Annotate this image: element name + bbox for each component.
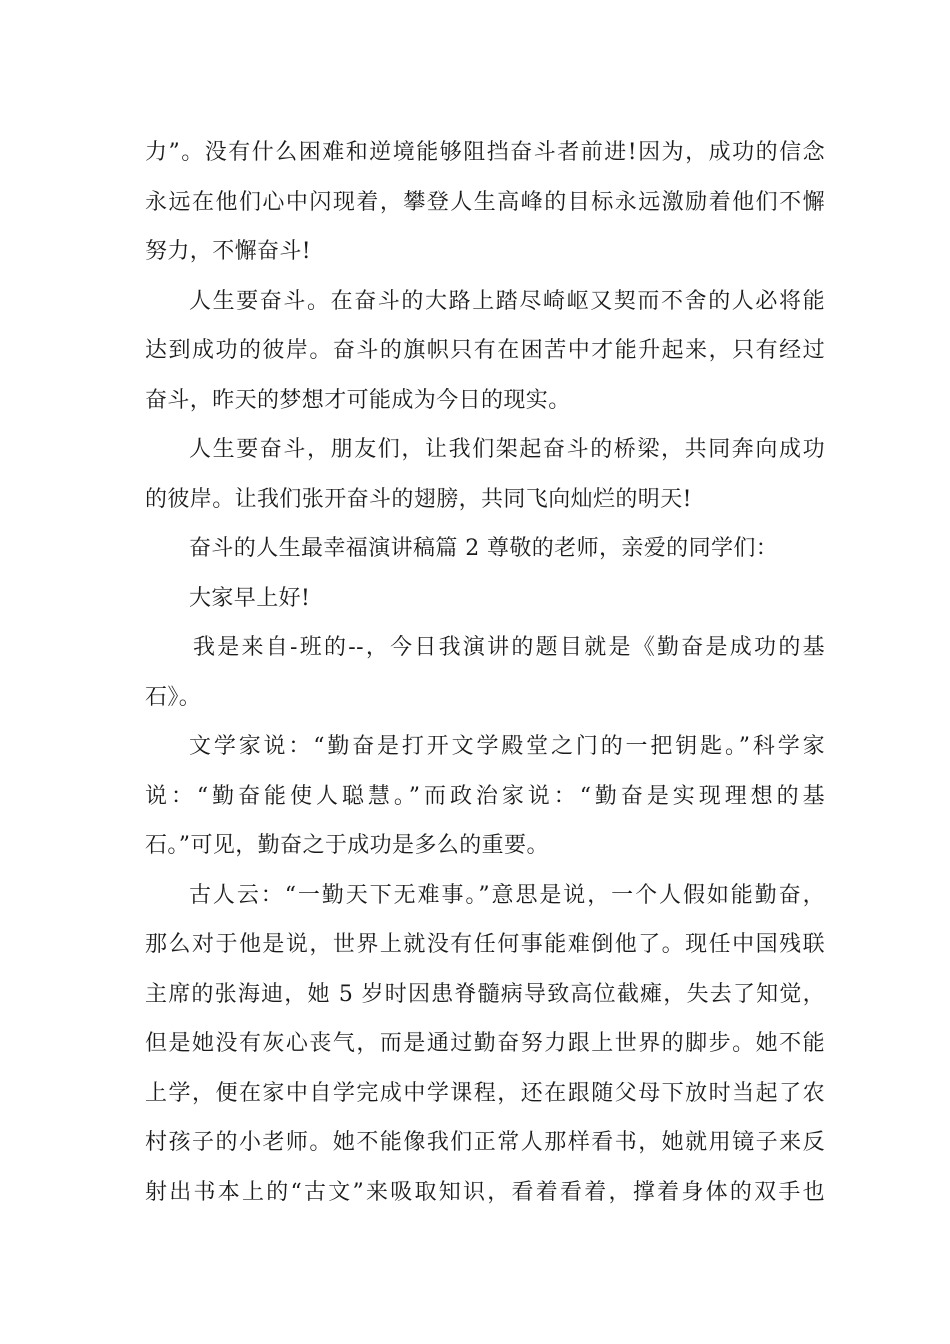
text-line: 的彼岸。让我们张开奋斗的翅膀，共同飞向灿烂的明天! (145, 486, 692, 512)
text-line: 人生要奋斗，朋友们，让我们架起奋斗的桥梁，共同奔向成功 (189, 437, 825, 462)
text-line: 上学，便在家中自学完成中学课程，还在跟随父母下放时当起了农 (145, 1080, 825, 1106)
text-line: 主席的张海迪，她 5 岁时因患脊髓病导致高位截瘫，失去了知觉， (145, 981, 825, 1007)
text-line: 我是来自-班的--，今日我演讲的题目就是《勤奋是成功的基 (193, 635, 825, 660)
text-line: 大家早上好! (189, 585, 311, 611)
text-line: 文学家说：“勤奋是打开文学殿堂之门的一把钥匙。”科学家 (189, 734, 825, 759)
text-line: 达到成功的彼岸。奋斗的旗帜只有在困苦中才能升起来，只有经过 (145, 338, 825, 363)
text-line: 永远在他们心中闪现着，攀登人生高峰的目标永远激励着他们不懈 (145, 189, 825, 215)
text-line: 奋斗的人生最幸福演讲稿篇 2 尊敬的老师，亲爱的同学们： (189, 536, 779, 561)
text-line: 石。”可见，勤奋之于成功是多么的重要。 (145, 833, 549, 858)
text-line: 射出书本上的“古文”来吸取知识，看着看着，撑着身体的双手也 (145, 1179, 825, 1205)
text-line: 说：“勤奋能使人聪慧。”而政治家说：“勤奋是实现理想的基 (145, 783, 825, 809)
text-line: 人生要奋斗。在奋斗的大路上踏尽崎岖又契而不舍的人必将能 (189, 288, 825, 314)
text-line: 力”。没有什么困难和逆境能够阻挡奋斗者前进!因为，成功的信念 (145, 140, 825, 165)
text-line: 村孩子的小老师。她不能像我们正常人那样看书，她就用镜子来反 (145, 1130, 825, 1155)
text-line: 石》。 (145, 684, 202, 710)
text-line: 但是她没有灰心丧气，而是通过勤奋努力跟上世界的脚步。她不能 (145, 1031, 825, 1056)
text-line: 努力，不懈奋斗! (145, 239, 312, 264)
body-text (145, 128, 825, 1217)
text-line: 那么对于他是说，世界上就没有任何事能难倒他了。现任中国残联 (145, 932, 825, 957)
text-line: 古人云：“一勤天下无难事。”意思是说，一个人假如能勤奋， (189, 882, 825, 908)
text-line: 奋斗，昨天的梦想才可能成为今日的现实。 (145, 387, 571, 413)
